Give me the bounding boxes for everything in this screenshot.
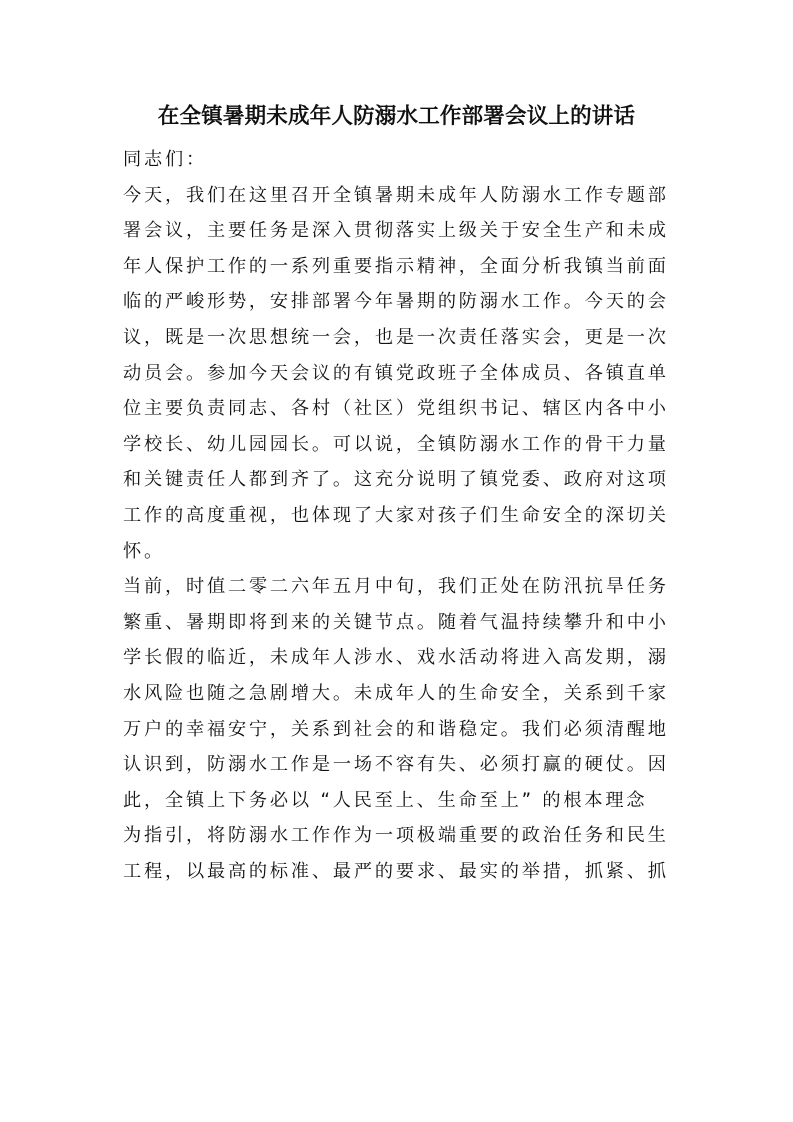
text-line: 万户的幸福安宁，关系到社会的和谐稳定。我们必须清醒地 bbox=[123, 718, 669, 740]
text-line: 今天，我们在这里召开全镇暑期未成年人防溺水工作专题部 bbox=[123, 184, 669, 206]
text-line: 为指引，将防溺水工作作为一项极端重要的政治任务和民生 bbox=[123, 825, 669, 847]
text-line: 当前，时值二零二六年五月中旬，我们正处在防汛抗旱任务 bbox=[123, 576, 669, 598]
text-line: 临的严峻形势，安排部署今年暑期的防溺水工作。今天的会 bbox=[123, 291, 669, 313]
text-line: 工作的高度重视，也体现了大家对孩子们生命安全的深切关 bbox=[123, 504, 669, 526]
text-line: 动员会。参加今天会议的有镇党政班子全体成员、各镇直单 bbox=[123, 362, 669, 384]
text-line: 署会议，主要任务是深入贯彻落实上级关于安全生产和未成 bbox=[123, 220, 669, 242]
text-line: 学长假的临近，未成年人涉水、戏水活动将进入高发期，溺 bbox=[123, 647, 669, 669]
text-line: 年人保护工作的一系列重要指示精神，全面分析我镇当前面 bbox=[123, 255, 669, 277]
document-title: 在全镇暑期未成年人防溺水工作部署会议上的讲话 bbox=[157, 104, 636, 129]
text-line: 和关键责任人都到齐了。这充分说明了镇党委、政府对这项 bbox=[123, 469, 669, 491]
text-line: 此，全镇上下务必以 “人民至上、生命至上” 的根本理念 bbox=[123, 789, 648, 811]
text-line: 工程，以最高的标准、最严的要求、最实的举措，抓紧、抓 bbox=[123, 860, 669, 882]
text-line: 繁重、暑期即将到来的关键节点。随着气温持续攀升和中小 bbox=[123, 611, 669, 633]
text-line: 认识到，防溺水工作是一场不容有失、必须打赢的硬仗。因 bbox=[123, 754, 669, 776]
document-body bbox=[123, 142, 675, 889]
text-line: 学校长、幼儿园园长。可以说，全镇防溺水工作的骨干力量 bbox=[123, 433, 669, 455]
text-line: 怀。 bbox=[123, 540, 165, 562]
text-line: 议，既是一次思想统一会，也是一次责任落实会，更是一次 bbox=[123, 326, 669, 348]
text-line: 位主要负责同志、各村（社区）党组织书记、辖区内各中小 bbox=[123, 398, 669, 420]
salutation: 同志们： bbox=[123, 149, 207, 170]
text-line: 水风险也随之急剧增大。未成年人的生命安全，关系到千家 bbox=[123, 682, 669, 704]
